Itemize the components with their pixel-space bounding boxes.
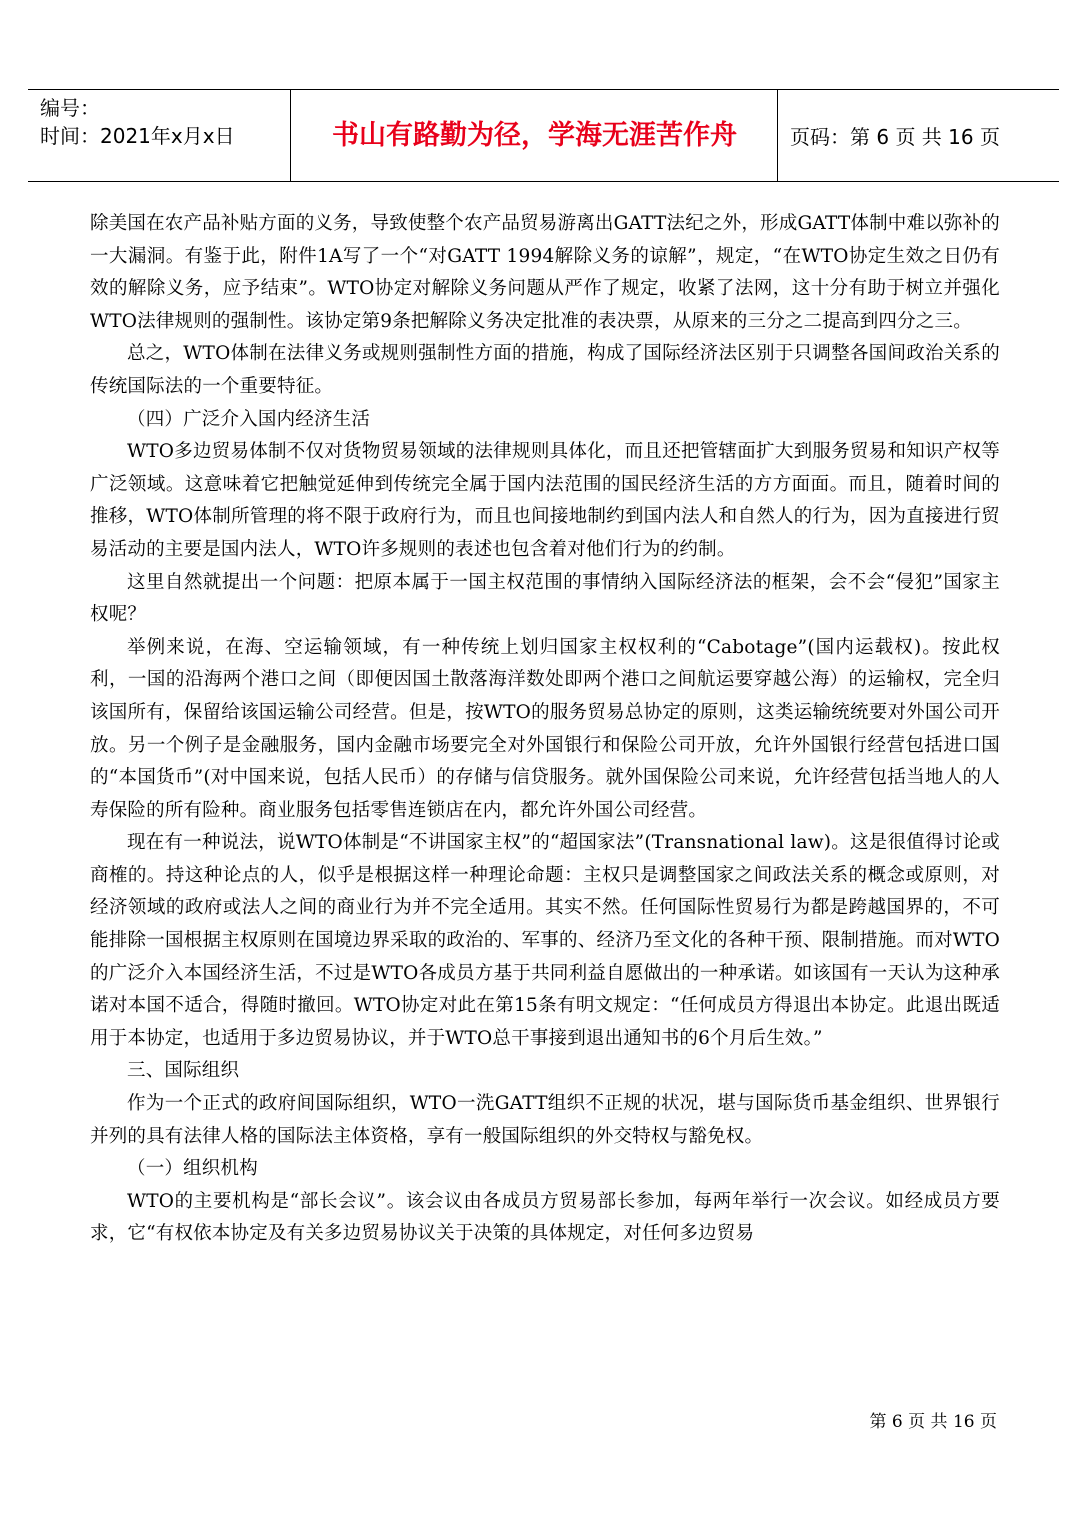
header-divider-left [290, 90, 291, 181]
page-header [28, 89, 1059, 182]
paragraph: WTO多边贸易体制不仅对货物贸易领域的法律规则具体化，而且还把管辖面扩大到服务贸易和知识产权等广泛领域。这意味着它把触觉延伸到传统完全属于国内法范围的国民经济生活的方方面面。而且，随着时间的推移，WTO体制所管理的将不限于政府行为，而且也间接地制约到国内法人和自然人的行为，因为直接进行贸易活动的主要是国内法人，WTO许多规则的表述也包含着对他们行为的约制。 [90, 441, 1000, 560]
paragraph: 除美国在农产品补贴方面的义务，导致使整个农产品贸易游离出GATT法纪之外，形成GATT体制中难以弥补的一大漏洞。有鉴于此，附件1A写了一个“对GATT 1994解除义务的谅解”，规定，“在WTO协定生效之日仍有效的解除义务，应予结束”。WTO协定对解除义务问题从严作了规定，收紧了法网，这十分有助于树立并强化WTO法律规则的强制性。该协定第9条把解除义务决定批准的表决票，从原来的三分之二提高到四分之三。 [90, 213, 1001, 332]
header-page-number: 页码：第 6 页 共 16 页 [790, 125, 1000, 149]
document-body [90, 208, 1000, 1251]
paragraph: 这里自然就提出一个问题：把原本属于一国主权范围的事情纳入国际经济法的框架，会不会“侵犯”国家主权呢？ [90, 571, 1000, 626]
document-number-label: 编号： [40, 96, 100, 120]
header-motto: 书山有路勤为径，学海无涯苦作舟 [332, 120, 737, 151]
section-heading: （一）组织机构 [127, 1158, 258, 1180]
header-divider-right [777, 90, 778, 181]
paragraph: 举例来说，在海、空运输领域，有一种传统上划归国家主权权利的“Cabotage”(国内运载权)。按此权利，一国的沿海两个港口之间（即便因国土散落海洋数处即两个港口之间航运要穿越公海）的运输权，完全归该国所有，保留给该国运输公司经营。但是，按WTO的服务贸易总协定的原则，这类运输统统要对外国公司开放。另一个例子是金融服务，国内金融市场要完全对外国银行和保险公司开放，允许外国银行经营包括进口国的“本国货币”(对中国来说，包括人民币）的存储与信贷服务。就外国保险公司来说，允许经营包括当地人的人寿保险的所有险种。商业服务包括零售连锁店在内，都允许外国公司经营。 [90, 636, 1000, 821]
paragraph: WTO的主要机构是“部长会议”。该会议由各成员方贸易部长参加，每两年举行一次会议。如经成员方要求，它“有权依本协定及有关多边贸易协议关于决策的具体规定，对任何多边贸易 [90, 1190, 1000, 1245]
paragraph: 现在有一种说法，说WTO体制是“不讲国家主权”的“超国家法”(Transnational law)。这是很值得讨论或商榷的。持这种论点的人，似乎是根据这样一种理论命题：主权只是调整国家之间政法关系的概念或原则，对经济领域的政府或法人之间的商业行为并不完全适用。其实不然。任何国际性贸易行为都是跨越国界的，不可能排除一国根据主权原则在国境边界采取的政治的、军事的、经济乃至文化的各种干预、限制措施。而对WTO的广泛介入本国经济生活，不过是WTO各成员方基于共同利益自愿做出的一种承诺。如该国有一天认为这种承诺对本国不适合，得随时撤回。WTO协定对此在第15条有明文规定：“任何成员方得退出本协定。此退出既适用于本协定，也适用于多边贸易协议，并于WTO总干事接到退出通知书的6个月后生效。” [90, 832, 1000, 1049]
section-heading: （四）广泛介入国内经济生活 [127, 408, 371, 430]
paragraph: 作为一个正式的政府间国际组织，WTO一洗GATT组织不正规的状况，堪与国际货币基金组织、世界银行并列的具有法律人格的国际法主体资格，享有一般国际组织的外交特权与豁免权。 [90, 1093, 1000, 1147]
section-heading: 三、国际组织 [127, 1060, 240, 1082]
header-meta [40, 94, 235, 150]
document-time-label: 时间：2021年x月x日 [40, 124, 235, 148]
paragraph: 总之，WTO体制在法律义务或规则强制性方面的措施，构成了国际经济法区别于只调整各国间政治关系的传统国际法的一个重要特征。 [90, 343, 1000, 397]
page-footer: 第 6 页 共 16 页 [869, 1412, 997, 1432]
